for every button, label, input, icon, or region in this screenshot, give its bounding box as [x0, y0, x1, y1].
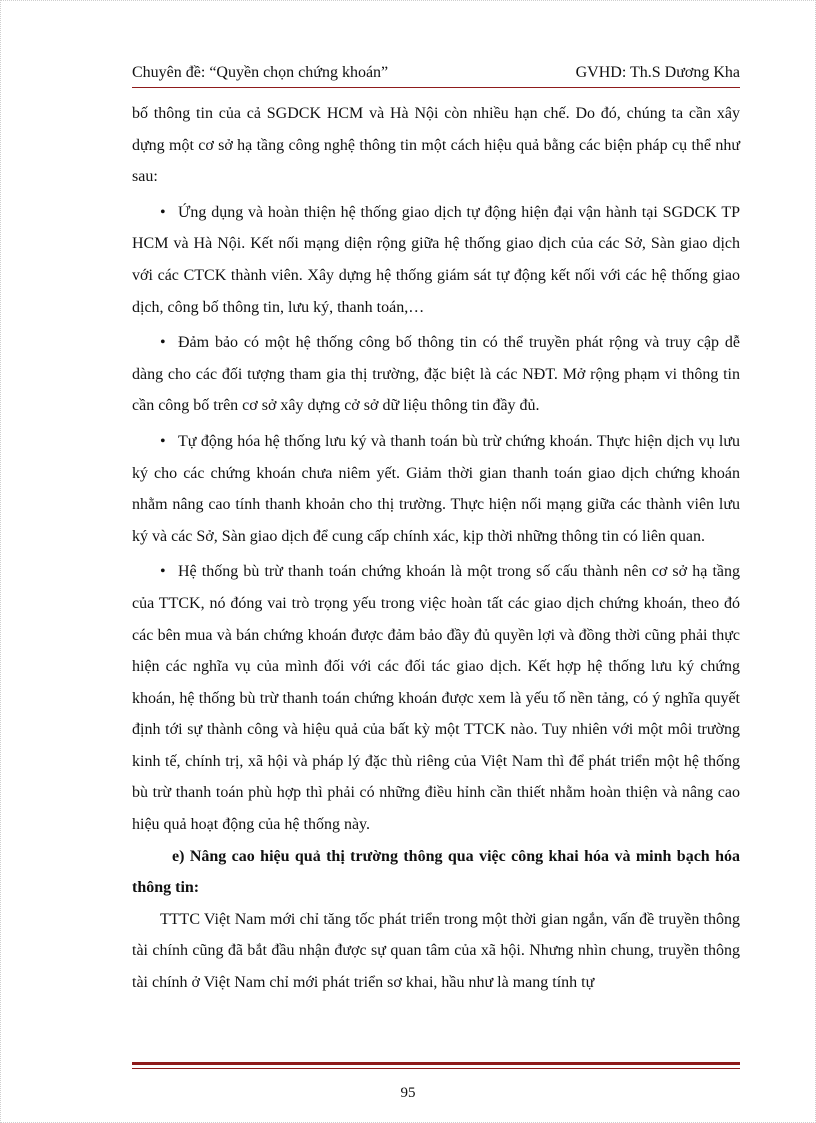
bullet-icon: •	[160, 334, 166, 352]
bullet-item	[132, 327, 740, 422]
bullet-icon: •	[160, 432, 166, 450]
bullet-text: Hệ thống bù trừ thanh toán chứng khoán là một trong số cấu thành nên cơ sở hạ tầng của TTCK, nó đóng vai trò trọng yếu trong việc hoàn tất các giao dịch chứng khoán, theo đó các bên mua và bán chứng khoán được đảm bảo đầy đủ quyền lợi và đồng thời cũng phải thực hiện các nghĩa vụ của mình đối với các đối tác giao dịch. Kết hợp hệ thống lưu ký chứng khoán, hệ thống bù trừ thanh toán chứng khoán được xem là yếu tố nền tảng, có ý nghĩa quyết định tới sự thành công và hiệu quả của bất kỳ một TTCK nào. Tuy nhiên với một môi trường kinh tế, chính trị, xã hội và pháp lý đặc thù riêng của Việt Nam thì để phát triển một hệ thống bù trừ thanh toán phù hợp thì phải có những điều hỉnh cần thiết nhằm hoàn thiện và nâng cao hiệu quả hoạt động của hệ thống này.	[132, 563, 740, 834]
bullet-icon: •	[160, 203, 166, 221]
closing-paragraph: TTTC Việt Nam mới chỉ tăng tốc phát triển trong một thời gian ngắn, vấn đề truyền thông tài chính cũng đã bắt đầu nhận được sự quan tâm của xã hội. Nhưng nhìn chung, truyền thông tài chính ở Việt Nam chỉ mới phát triển sơ khai, hầu như là mang tính tự	[132, 910, 740, 992]
footer-rule-thin	[132, 1068, 740, 1069]
footer-rule-thick	[132, 1062, 740, 1065]
section-heading: e) Nâng cao hiệu quả thị trường thông qua việc công khai hóa và minh bạch hóa thông tin:	[132, 847, 740, 897]
bullet-text: Tự động hóa hệ thống lưu ký và thanh toán bù trừ chứng khoán. Thực hiện dịch vụ lưu ký cho các chứng khoán chưa niêm yết. Giảm thời gian thanh toán giao dịch chứng khoán nhằm nâng cao tính thanh khoản cho thị trường. Thực hiện nối mạng giữa các thành viên lưu ký và các Sở, Sàn giao dịch để cung cấp chính xác, kịp thời những thông tin có liên quan.	[132, 432, 740, 545]
intro-paragraph: bố thông tin của cả SGDCK HCM và Hà Nội còn nhiều hạn chế. Do đó, chúng ta cần xây dựng một cơ sở hạ tầng công nghệ thông tin một cách hiệu quả bằng các biện pháp cụ thể như sau:	[132, 105, 740, 186]
header-advisor: GVHD: Th.S Dương Kha	[575, 64, 740, 81]
bullet-text: Đảm bảo có một hệ thống công bố thông tin có thể truyền phát rộng và truy cập dễ dàng cho các đối tượng tham gia thị trường, đặc biệt là các NĐT. Mở rộng phạm vi thông tin cần công bố trên cơ sở xây dựng cở sở dữ liệu thông tin đầy đủ.	[132, 334, 740, 415]
bullet-item	[132, 556, 740, 840]
bullet-item	[132, 426, 740, 552]
page-header	[132, 60, 740, 86]
bullet-icon: •	[160, 563, 166, 581]
bullet-item	[132, 197, 740, 323]
document-body	[132, 98, 740, 999]
page-number: 95	[400, 1085, 416, 1101]
header-rule	[132, 87, 740, 88]
bullet-text: Ứng dụng và hoàn thiện hệ thống giao dịch tự động hiện đại vận hành tại SGDCK TP HCM và Hà Nội. Kết nối mạng diện rộng giữa hệ thống giao dịch của các Sở, Sàn giao dịch với các CTCK thành viên. Xây dựng hệ thống giám sát tự động kết nối với các hệ thống giao dịch, công bố thông tin, lưu ký, thanh toán,…	[132, 203, 740, 316]
header-topic: Chuyên đề: “Quyền chọn chứng khoán”	[132, 64, 389, 81]
